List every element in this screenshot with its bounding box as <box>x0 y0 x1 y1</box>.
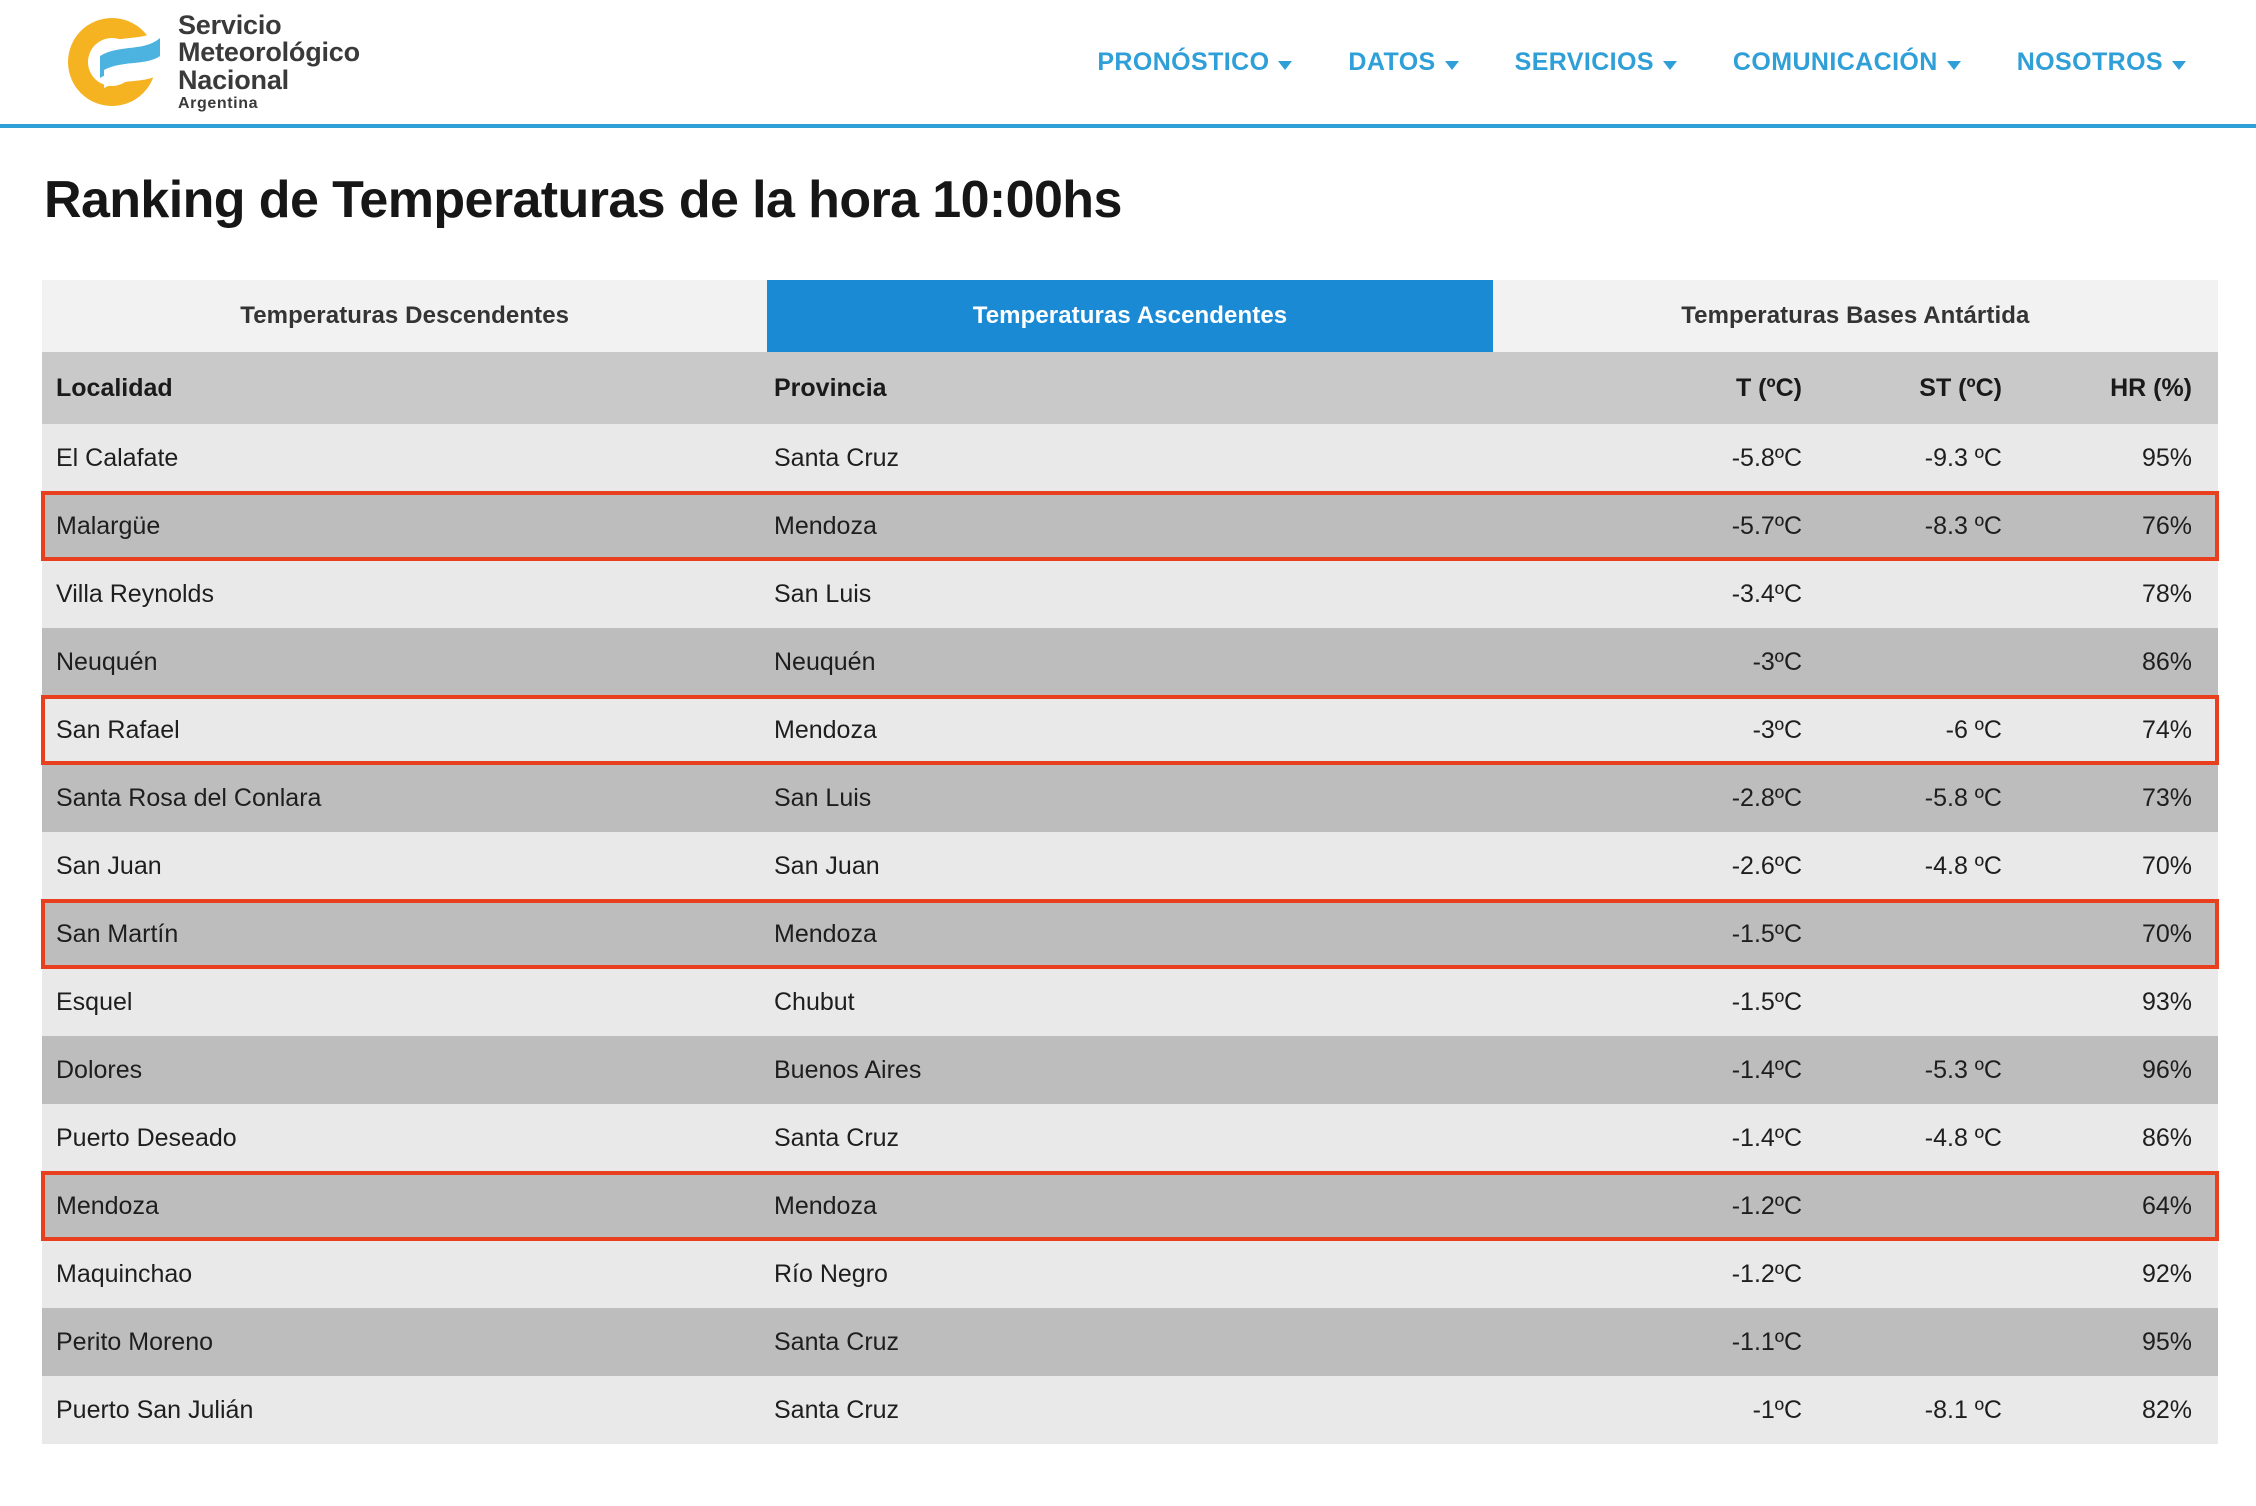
cell-localidad: San Martín <box>56 919 179 948</box>
logo-wordmark <box>178 9 360 113</box>
chevron-down-icon <box>2172 61 2186 70</box>
nav-item-datos[interactable] <box>1348 48 1458 77</box>
cell-sensacion-termica: -8.1 ºC <box>1924 1395 2002 1424</box>
cell-provincia: San Luis <box>774 579 872 608</box>
cell-humedad: 93% <box>2141 987 2192 1016</box>
table-row[interactable] <box>42 628 2218 696</box>
logo-line-1: Servicio <box>178 9 282 40</box>
table-row[interactable] <box>42 1104 2218 1172</box>
smn-logo-icon <box>60 12 164 112</box>
cell-provincia: Buenos Aires <box>774 1055 922 1084</box>
temperature-tabs <box>42 280 2218 352</box>
nav-item-pronostico[interactable] <box>1097 48 1292 77</box>
cell-humedad: 92% <box>2141 1259 2192 1288</box>
column-header-localidad[interactable]: Localidad <box>42 352 760 424</box>
cell-humedad: 70% <box>2141 919 2192 948</box>
cell-provincia: Santa Cruz <box>774 443 900 472</box>
cell-sensacion-termica <box>1828 1172 2028 1240</box>
table-row[interactable] <box>42 900 2218 968</box>
cell-sensacion-termica <box>1828 1308 2028 1376</box>
chevron-down-icon <box>1278 61 1292 70</box>
column-header-humedad-relativa[interactable]: HR (%) <box>2028 352 2218 424</box>
cell-provincia: Santa Cruz <box>774 1395 900 1424</box>
cell-localidad: Villa Reynolds <box>56 579 214 608</box>
cell-humedad: 82% <box>2141 1395 2192 1424</box>
cell-localidad: Esquel <box>56 987 133 1016</box>
cell-temperatura: -2.8ºC <box>1731 783 1802 812</box>
cell-provincia: Chubut <box>774 987 855 1016</box>
cell-provincia: San Luis <box>774 783 872 812</box>
cell-humedad: 70% <box>2141 851 2192 880</box>
nav-item-servicios[interactable] <box>1515 48 1677 77</box>
cell-temperatura: -1.2ºC <box>1731 1191 1802 1220</box>
table-row[interactable] <box>42 1308 2218 1376</box>
cell-temperatura: -5.7ºC <box>1731 511 1802 540</box>
cell-localidad: Perito Moreno <box>56 1327 214 1356</box>
cell-provincia: San Juan <box>774 851 880 880</box>
cell-humedad: 78% <box>2141 579 2192 608</box>
nav-item-label: SERVICIOS <box>1514 47 1654 76</box>
cell-sensacion-termica <box>1828 628 2028 696</box>
cell-provincia: Mendoza <box>774 511 877 540</box>
page-title: Ranking de Temperaturas de la hora 10:00hs <box>44 171 1122 229</box>
cell-sensacion-termica: -8.3 ºC <box>1924 511 2002 540</box>
cell-sensacion-termica: -4.8 ºC <box>1924 851 2002 880</box>
tab-temperaturas-ascendentes[interactable]: Temperaturas Ascendentes <box>767 280 1492 352</box>
cell-humedad: 96% <box>2141 1055 2192 1084</box>
cell-temperatura: -1ºC <box>1752 1395 1802 1424</box>
table-header-row <box>42 352 2218 424</box>
cell-sensacion-termica <box>1828 1240 2028 1308</box>
cell-localidad: Mendoza <box>56 1191 159 1220</box>
column-header-provincia[interactable]: Provincia <box>760 352 1628 424</box>
main-navigation <box>1097 48 2216 77</box>
cell-humedad: 86% <box>2141 647 2192 676</box>
cell-localidad: Santa Rosa del Conlara <box>56 783 322 812</box>
cell-provincia: Neuquén <box>774 647 876 676</box>
cell-provincia: Mendoza <box>774 919 877 948</box>
cell-provincia: Mendoza <box>774 715 877 744</box>
cell-temperatura: -3.4ºC <box>1731 579 1802 608</box>
cell-humedad: 76% <box>2141 511 2192 540</box>
site-logo[interactable] <box>60 9 360 113</box>
cell-temperatura: -1.1ºC <box>1731 1327 1802 1356</box>
cell-localidad: San Juan <box>56 851 162 880</box>
cell-humedad: 73% <box>2141 783 2192 812</box>
table-row[interactable] <box>42 1036 2218 1104</box>
logo-line-3: Nacional <box>178 64 289 95</box>
cell-temperatura: -3ºC <box>1752 715 1802 744</box>
cell-humedad: 95% <box>2141 443 2192 472</box>
cell-sensacion-termica: -6 ºC <box>1945 715 2002 744</box>
table-body <box>42 424 2218 1444</box>
cell-sensacion-termica: -4.8 ºC <box>1924 1123 2002 1152</box>
tab-temperaturas-bases-antartida[interactable]: Temperaturas Bases Antártida <box>1493 280 2218 352</box>
column-header-sensacion-termica[interactable]: ST (ºC) <box>1828 352 2028 424</box>
cell-localidad: Neuquén <box>56 647 158 676</box>
cell-humedad: 95% <box>2141 1327 2192 1356</box>
cell-sensacion-termica <box>1828 900 2028 968</box>
cell-provincia: Santa Cruz <box>774 1123 900 1152</box>
cell-provincia: Río Negro <box>774 1259 888 1288</box>
table-row[interactable] <box>42 764 2218 832</box>
cell-temperatura: -1.5ºC <box>1731 919 1802 948</box>
temperature-ranking-table <box>42 352 2218 1444</box>
chevron-down-icon <box>1947 61 1961 70</box>
table-row[interactable] <box>42 1240 2218 1308</box>
cell-sensacion-termica <box>1828 968 2028 1036</box>
cell-temperatura: -1.4ºC <box>1731 1123 1802 1152</box>
nav-item-comunicacion[interactable] <box>1733 48 1961 77</box>
nav-item-label: DATOS <box>1348 47 1436 76</box>
cell-temperatura: -1.5ºC <box>1731 987 1802 1016</box>
cell-temperatura: -3ºC <box>1752 647 1802 676</box>
cell-localidad: Dolores <box>56 1055 143 1084</box>
cell-sensacion-termica: -5.3 ºC <box>1924 1055 2002 1084</box>
table-row[interactable] <box>42 492 2218 560</box>
logo-line-2: Meteorológico <box>178 37 360 68</box>
table-row[interactable] <box>42 696 2218 764</box>
nav-item-label: PRONÓSTICO <box>1097 47 1270 76</box>
table-row[interactable] <box>42 968 2218 1036</box>
cell-humedad: 64% <box>2141 1191 2192 1220</box>
cell-provincia: Santa Cruz <box>774 1327 900 1356</box>
cell-temperatura: -5.8ºC <box>1731 443 1802 472</box>
cell-localidad: Puerto Deseado <box>56 1123 237 1152</box>
cell-temperatura: -1.4ºC <box>1731 1055 1802 1084</box>
cell-sensacion-termica: -9.3 ºC <box>1924 443 2002 472</box>
cell-localidad: El Calafate <box>56 443 179 472</box>
cell-temperatura: -1.2ºC <box>1731 1259 1802 1288</box>
cell-localidad: Malargüe <box>56 511 161 540</box>
table-row[interactable] <box>42 1172 2218 1240</box>
chevron-down-icon <box>1445 61 1459 70</box>
nav-item-nosotros[interactable] <box>2017 48 2186 77</box>
column-header-temperatura[interactable]: T (ºC) <box>1628 352 1828 424</box>
page-content <box>0 170 2256 1444</box>
cell-localidad: San Rafael <box>56 715 180 744</box>
cell-provincia: Mendoza <box>774 1191 877 1220</box>
table-row[interactable] <box>42 560 2218 628</box>
site-header <box>0 0 2256 128</box>
cell-sensacion-termica: -5.8 ºC <box>1924 783 2002 812</box>
table-row[interactable] <box>42 1376 2218 1444</box>
cell-temperatura: -2.6ºC <box>1731 851 1802 880</box>
cell-humedad: 86% <box>2141 1123 2192 1152</box>
cell-sensacion-termica <box>1828 560 2028 628</box>
chevron-down-icon <box>1663 61 1677 70</box>
table-row[interactable] <box>42 832 2218 900</box>
table-row[interactable] <box>42 424 2218 492</box>
logo-line-4: Argentina <box>178 95 259 113</box>
cell-humedad: 74% <box>2141 715 2192 744</box>
nav-item-label: COMUNICACIÓN <box>1732 47 1938 76</box>
cell-localidad: Puerto San Julián <box>56 1395 254 1424</box>
cell-localidad: Maquinchao <box>56 1259 193 1288</box>
table-header <box>42 352 2218 424</box>
tab-temperaturas-descendentes[interactable]: Temperaturas Descendentes <box>42 280 767 352</box>
nav-item-label: NOSOTROS <box>2016 47 2163 76</box>
